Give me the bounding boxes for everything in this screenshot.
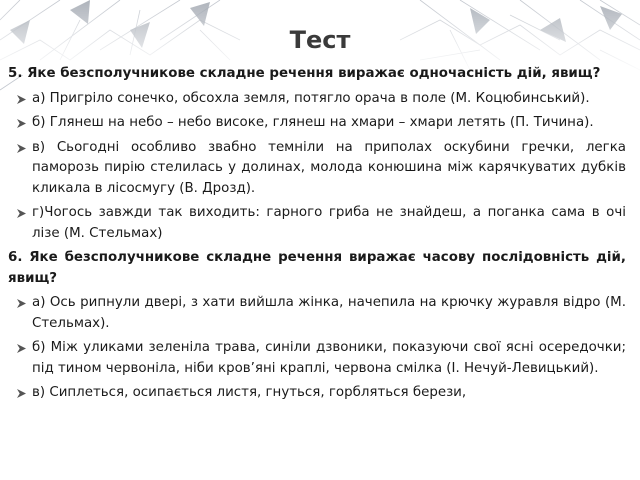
arrow-bullet-icon	[17, 144, 26, 153]
option-text: б) Між уликами зеленіла трава, синіли дзвоники, показуючи свої ясні осередочки; під тином червоніла, ніби кров’яні краплі, червона смілка (І. Нечуй-Левицький).	[32, 340, 626, 376]
test-content	[8, 64, 626, 408]
question-5: 5. Яке безсполучникове складне речення виражає одночасність дій, явищ?	[8, 66, 601, 81]
option-text: в) Сьогодні особливо звабно темніли на приполах оскубини гречки, легка паморозь пирію стелилась у долинах, молода конюшина між карячкуватих дубків кликала в лісосмугу (В. Дрозд).	[32, 139, 626, 196]
question-6-option-c	[8, 383, 626, 404]
option-text: а) Пригріло сонечко, обсохла земля, потягло орача в поле (М. Коцюбинський).	[32, 90, 590, 106]
arrow-bullet-icon	[17, 344, 26, 353]
question-5-option-c	[8, 138, 626, 200]
option-text: б) Глянеш на небо – небо високе, глянеш на хмари – хмари летять (П. Тичина).	[32, 115, 594, 130]
arrow-bullet-icon	[17, 95, 26, 104]
question-6-option-a	[8, 293, 626, 334]
question-6: 6. Яке безсполучникове складне речення виражає часову послідовність дій, явищ?	[8, 250, 626, 286]
question-5-option-b	[8, 113, 626, 134]
option-text: г)Чогось завжди так виходить: гарного гриба не знайдеш, а поганка сама в очі лізе (М. Стельмах)	[32, 205, 626, 241]
slide-title: Тест	[289, 26, 351, 54]
question-5-option-a	[8, 89, 626, 110]
arrow-bullet-icon	[17, 299, 26, 308]
option-text: в) Сиплеться, осипається листя, гнуться, горбляться берези,	[32, 385, 467, 400]
question-5-option-d	[8, 203, 626, 244]
option-text: а) Ось рипнули двері, з хати вийшла жінка, начепила на крючку журавля відро (М. Стельмах).	[32, 295, 626, 331]
arrow-bullet-icon	[17, 209, 26, 218]
arrow-bullet-icon	[17, 119, 26, 128]
question-6-option-b	[8, 338, 626, 379]
arrow-bullet-icon	[17, 389, 26, 398]
